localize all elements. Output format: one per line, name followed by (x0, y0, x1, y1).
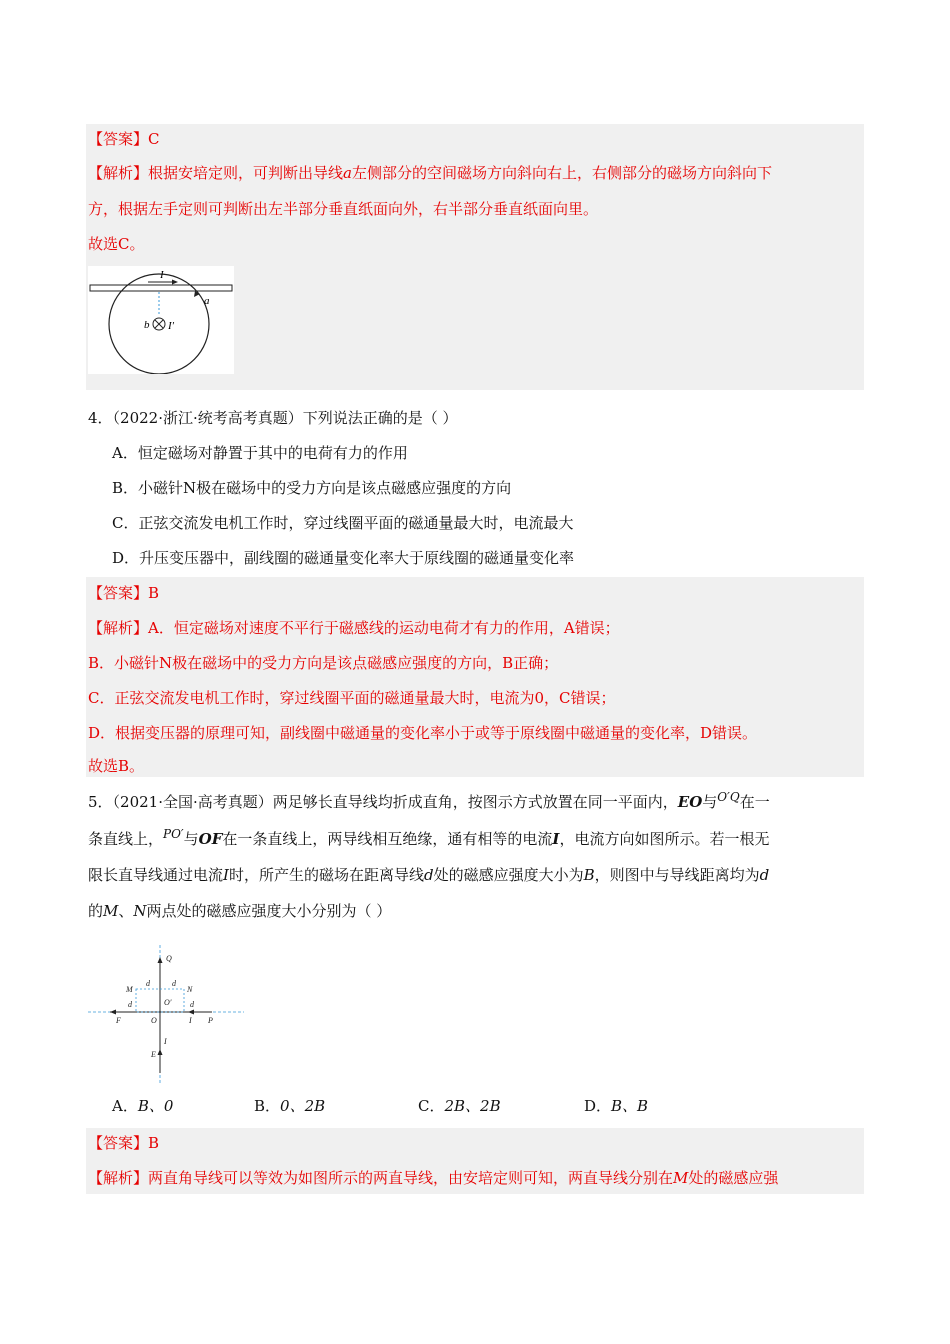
segment-EO: EO (677, 793, 703, 811)
stem-text: 在一条直线上，两导线相互绝缘，通有相等的电流 (222, 830, 553, 848)
label-d: d (146, 979, 150, 988)
q4-analysis-line1 (88, 617, 620, 639)
label-d: d (128, 1000, 132, 1009)
label-P: P (208, 1016, 213, 1025)
option-letter: A． (112, 1097, 138, 1115)
stem-text: 两点处的磁感应强度大小分别为（ ） (146, 902, 392, 920)
label-Iprime: I′ (168, 320, 175, 332)
stem-text: ，电流方向如图所示。若一根无 (559, 830, 770, 848)
stem-text: 5．（2021·全国·高考真题）两足够长直导线均折成直角，按图示方式放置在同一平面内， (88, 793, 678, 811)
label-N: N (187, 985, 193, 994)
q3-answer (88, 128, 160, 150)
stem-text: 处的磁感应强度大小为 (433, 866, 584, 884)
label-E: E (151, 1050, 156, 1059)
label-I: I (189, 1016, 192, 1025)
q5-option-a (112, 1095, 173, 1117)
stem-text: 条直线上， (88, 830, 164, 848)
q4-option-d: D．升压变压器中，副线圈的磁通量变化率大于原线圈的磁通量变化率 (112, 549, 575, 567)
variable-M: M (673, 1169, 689, 1187)
stem-text: 限长直导线通过电流 (88, 866, 224, 884)
variable-d: d (423, 866, 434, 884)
stem-text: 时，所产生的磁场在距离导线 (228, 866, 424, 884)
analysis-text: 左侧部分的空间磁场方向斜向右上，右侧部分的磁场方向斜向下 (351, 164, 772, 182)
analysis-text: 处的磁感应强 (688, 1169, 779, 1187)
label-O: O (151, 1016, 157, 1025)
stem-text: 与 (183, 830, 199, 848)
q5-option-d (584, 1095, 648, 1117)
analysis-text: A．恒定磁场对速度不平行于磁感线的运动电荷才有力的作用，A错误； (148, 619, 620, 637)
q4-option-b: B．小磁针N极在磁场中的受力方向是该点磁感应强度的方向 (112, 479, 512, 497)
variable-I: I (223, 866, 229, 884)
q4-analysis-line2: B．小磁针N极在磁场中的受力方向是该点磁感应强度的方向，B正确； (88, 654, 559, 672)
q5-stem-line2 (88, 828, 769, 851)
option-letter: C． (418, 1097, 445, 1115)
q3-conclusion: 故选C。 (88, 235, 145, 253)
option-letter: B． (254, 1097, 281, 1115)
label-I: I (164, 1037, 167, 1046)
option-letter: D． (584, 1097, 612, 1115)
label-I: I (160, 269, 164, 281)
q3-analysis-line2: 方，根据左手定则可判断出左半部分垂直纸面向外，右半部分垂直纸面向里。 (88, 200, 599, 218)
q4-analysis-line3: C．正弦交流发电机工作时，穿过线圈平面的磁通量最大时，电流为0，C错误； (88, 689, 616, 707)
answer-value: B (148, 1134, 160, 1152)
q4-option-c: C．正弦交流发电机工作时，穿过线圈平面的磁通量最大时，电流最大 (112, 514, 574, 532)
arrow-up-icon (158, 957, 163, 963)
q4-stem: 4．（2022·浙江·统考高考真题）下列说法正确的是（ ） (88, 409, 458, 427)
label-Oprime: O′ (164, 998, 172, 1007)
straight-wire (90, 285, 232, 291)
q4-conclusion: 故选B。 (88, 757, 145, 775)
q5-option-c (418, 1095, 501, 1117)
answer-tag: 【答案】 (88, 130, 149, 148)
variable-I: I (552, 830, 560, 848)
answer-value: B (148, 584, 160, 602)
q3-analysis-line1 (88, 162, 772, 184)
q5-figure (88, 945, 244, 1085)
option-text: 2B、2B (444, 1097, 501, 1115)
stem-text: 的 (88, 902, 104, 920)
q5-analysis-line1 (88, 1167, 778, 1189)
answer-value: C (148, 130, 160, 148)
variable-a: a (343, 164, 352, 182)
stem-text: 在一 (739, 793, 770, 811)
q5-option-b (254, 1095, 325, 1117)
variable-B: B (583, 866, 595, 884)
analysis-tag: 【解析】 (88, 619, 149, 637)
answer-tag: 【答案】 (88, 1134, 149, 1152)
q5-answer (88, 1132, 159, 1154)
stem-text: ，则图中与导线距离均为 (594, 866, 760, 884)
label-b: b (144, 319, 150, 331)
q4-answer-panel (86, 577, 864, 777)
variable-N: N (133, 902, 147, 920)
stem-text: 、 (118, 902, 134, 920)
arrow-up-icon (158, 1049, 163, 1055)
label-a: a (204, 295, 210, 307)
label-F: F (116, 1016, 121, 1025)
analysis-tag: 【解析】 (88, 1169, 149, 1187)
label-d: d (190, 1000, 194, 1009)
q5-stem-line3 (88, 864, 769, 886)
variable-d: d (759, 866, 770, 884)
analysis-text: 根据安培定则，可判断出导线 (148, 164, 344, 182)
answer-tag: 【答案】 (88, 584, 149, 602)
q5-stem-line1 (88, 791, 770, 814)
variable-M: M (103, 902, 119, 920)
q5-stem-line4 (88, 900, 391, 922)
label-d: d (172, 979, 176, 988)
q3-figure (88, 266, 234, 374)
label-M: M (126, 985, 133, 994)
option-text: 0、2B (280, 1097, 326, 1115)
q4-option-a: A．恒定磁场对静置于其中的电荷有力的作用 (112, 444, 408, 462)
arrow-left-icon (188, 1010, 194, 1015)
stem-text: 与 (702, 793, 718, 811)
arrow-left-icon (110, 1010, 116, 1015)
segment-OQ: O′Q (717, 790, 740, 804)
segment-PO: PO′ (163, 827, 184, 841)
analysis-text: 两直角导线可以等效为如图所示的两直导线，由安培定则可知，两直导线分别在 (148, 1169, 674, 1187)
analysis-tag: 【解析】 (88, 164, 149, 182)
segment-OF: OF (198, 830, 223, 848)
label-Q: Q (166, 954, 172, 963)
q4-answer (88, 582, 159, 604)
option-text: B、0 (137, 1097, 174, 1115)
q4-analysis-line4: D．根据变压器的原理可知，副线圈中磁通量的变化率小于或等于原线圈中磁通量的变化率，D错误。 (88, 724, 758, 742)
option-text: B、B (611, 1097, 649, 1115)
